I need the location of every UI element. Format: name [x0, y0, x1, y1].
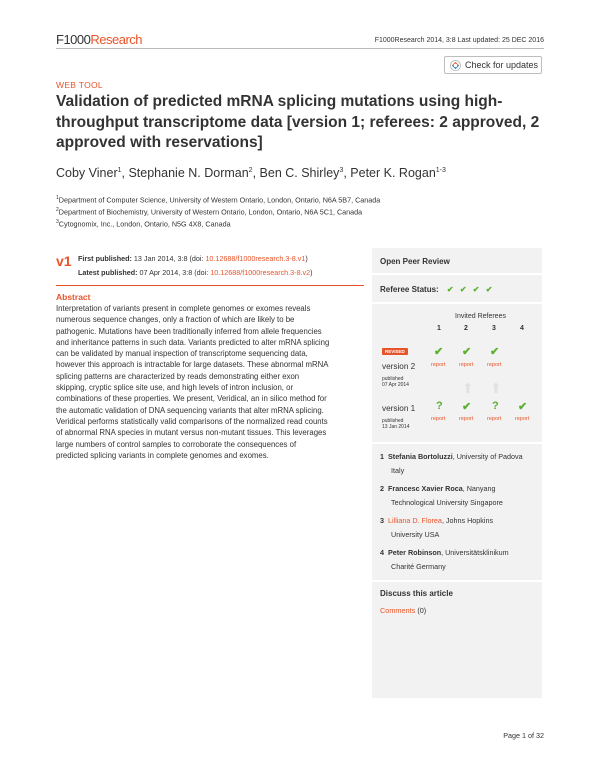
panel-divider — [372, 442, 542, 444]
doi-link-v2[interactable]: 10.12688/f1000research.3-8.v2 — [210, 268, 311, 277]
arrow-up-icon: ⬆ — [490, 380, 502, 396]
open-peer-review-heading: Open Peer Review — [380, 257, 450, 266]
revised-badge: REVISED — [382, 348, 408, 355]
affiliation: $^1$Department of Computer Science, University of Western Ontario, London, Ontario, N6A 5B7, Canada — [56, 195, 381, 205]
referee-item: 2 Francesc Xavier Roca, Nanyang Technological University Singapore — [380, 484, 503, 507]
version-1-label: version 1 — [382, 404, 416, 413]
referee-column-1: 1 — [437, 325, 441, 332]
citation-header: F1000Research 2014, 3:8 Last updated: 25 DEC 2016 — [374, 37, 544, 44]
report-link[interactable]: report — [515, 416, 530, 422]
referee-status: Referee Status: ✔ ✔ ✔ ✔ — [380, 285, 493, 294]
approved-check-icon: ✔ — [490, 346, 500, 358]
affiliation: $^2$Department of Biochemistry, University of Western Ontario, London, Ontario, N6A 5C1, Canada — [56, 207, 363, 217]
approved-check-icon: ✔ — [462, 346, 472, 358]
arrow-up-icon: ⬆ — [462, 380, 474, 396]
comments-link[interactable]: Comments — [380, 606, 416, 615]
report-link[interactable]: report — [431, 416, 446, 422]
author-name: Ben C. Shirley — [259, 166, 340, 180]
approved-check-icon: ✔ — [462, 401, 472, 413]
report-link[interactable]: report — [487, 362, 502, 368]
referee-item: 4 Peter Robinson, Universitätsklinikum Charité Germany — [380, 548, 509, 571]
article-title: Validation of predicted mRNA splicing mutations using high-throughput transcriptome data [version 1; referees: 2 approved, 2 approved with reservations] — [56, 93, 540, 151]
author-name: Coby Viner — [56, 166, 118, 180]
reservations-question-icon: ? — [492, 400, 499, 412]
invited-referees-label: Invited Referees — [455, 313, 506, 320]
first-published: First published: 13 Jan 2014, 3:8 (doi: 10.12688/f1000research.3-8.v1) — [78, 254, 308, 263]
version-2-published: published 07 Apr 2014 — [382, 376, 409, 388]
version-2-label: version 2 — [382, 362, 416, 371]
check-for-updates-button[interactable]: Check for updates — [444, 56, 542, 74]
doi-link-v1[interactable]: 10.12688/f1000research.3-8.v1 — [205, 254, 306, 263]
discuss-heading: Discuss this article — [380, 589, 453, 598]
approved-check-icon: ✔ — [485, 285, 493, 294]
referee-link[interactable]: Lilliana D. Florea — [388, 516, 442, 525]
author-list: Coby Viner$^1$, Stephanie N. Dorman$^2$, Ben C. Shirley$^3$, Peter K. Rogan$^{1-3}$ — [56, 166, 446, 180]
approved-check-icon: ✔ — [518, 401, 528, 413]
article-type-label: WEB TOOL — [56, 80, 103, 90]
latest-published: Latest published: 07 Apr 2014, 3:8 (doi: 10.12688/f1000research.3-8.v2) — [78, 268, 313, 277]
comments-count: Comments (0) — [380, 606, 427, 615]
abstract-divider — [56, 285, 364, 286]
report-link[interactable]: report — [487, 416, 502, 422]
approved-check-icon: ✔ — [459, 285, 467, 294]
referee-item: 1 Stefania Bortoluzzi, University of Padova Italy — [380, 452, 523, 475]
abstract-heading: Abstract — [56, 292, 91, 302]
report-link[interactable]: report — [431, 362, 446, 368]
version-1-published: published 13 Jan 2014 — [382, 418, 410, 430]
f1000research-logo: F1000Research — [56, 32, 143, 47]
referee-column-4: 4 — [520, 325, 524, 332]
version-label: v1 — [56, 253, 72, 269]
header-divider — [56, 48, 544, 49]
author-name: Stephanie N. Dorman — [128, 166, 249, 180]
abstract-text: Interpretation of variants present in complete genomes or exomes reveals numerous sequence changes, only a fraction of which are likely to be pathogenic. Mutations have been traditionally inferred from allele frequencies and inheritance patterns in such data. Variants predicted to alter mRNA splicing can be validated by manual inspection of transcriptome sequencing data, however this approach is intractable for large datasets. These abnormal mRNA splicing patterns are characterized by reads demonstrating either exon skipping, cryptic splice site use, and high levels of intron inclusion, or combinations of these properties. We present, Veridical, an in silico method for the automatic validation of DNA sequencing variants that alter mRNA splicing. Veridical performs statistically valid comparisons of the normalized read counts of abnormal RNA species in mutant versus non-mutant tissues. This leverages large numbers of control samples to corroborate the consequences of predicted splicing variants in complete genomes and exomes. — [56, 304, 330, 460]
panel-divider — [372, 580, 542, 582]
report-link[interactable]: report — [459, 416, 474, 422]
affiliation: $^3$Cytognomix, Inc., London, Ontario, N5G 4X8, Canada — [56, 219, 231, 229]
panel-divider — [372, 302, 542, 304]
author-name: Peter K. Rogan — [350, 166, 436, 180]
referee-column-3: 3 — [492, 325, 496, 332]
panel-divider — [372, 273, 542, 275]
approved-check-icon: ✔ — [472, 285, 480, 294]
referee-column-2: 2 — [464, 325, 468, 332]
approved-check-icon: ✔ — [446, 285, 454, 294]
reservations-question-icon: ? — [436, 400, 443, 412]
approved-check-icon: ✔ — [434, 346, 444, 358]
page-number: Page 1 of 32 — [503, 731, 544, 740]
report-link[interactable]: report — [459, 362, 474, 368]
crossmark-icon — [450, 60, 461, 71]
referee-item: 3 Lilliana D. Florea, Johns Hopkins University USA — [380, 516, 494, 539]
